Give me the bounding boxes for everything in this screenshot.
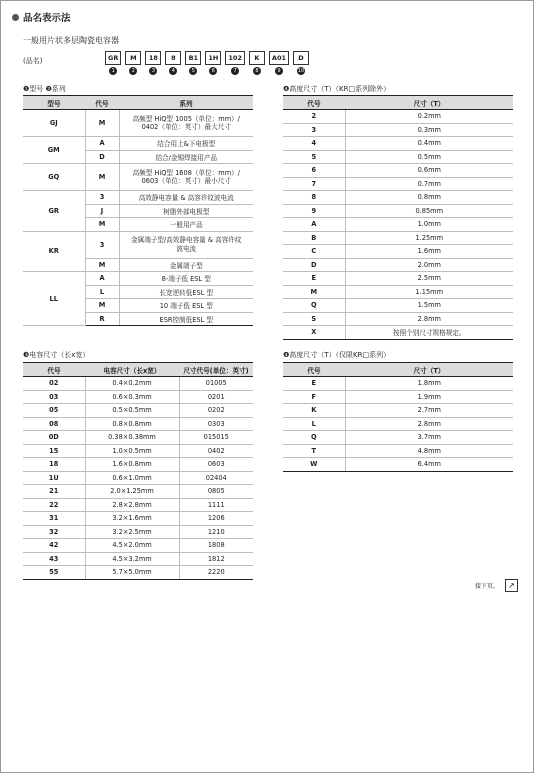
code-cell: 5 [283, 150, 345, 164]
code-cell: E [283, 377, 345, 391]
size-cell: 0.8×0.8mm [85, 417, 179, 431]
code-cell: 15 [23, 444, 85, 458]
size-table [23, 362, 253, 580]
code-cell: 3 [85, 231, 119, 258]
height-table [283, 95, 513, 340]
size-cell: 4.5×2.0mm [85, 539, 179, 553]
code-cell: 02 [23, 377, 85, 391]
code-cell: J [85, 204, 119, 218]
code-cell: L [283, 417, 345, 431]
next-page-text: 接下页。 [475, 583, 500, 590]
table-row [23, 525, 253, 539]
code-box: A01 [269, 51, 289, 65]
code-item [125, 51, 141, 75]
table-row [283, 150, 513, 164]
size-cell: 1.0×0.5mm [85, 444, 179, 458]
code-cell: 42 [23, 539, 85, 553]
table-row [23, 471, 253, 485]
code-cell: 6 [283, 164, 345, 178]
code-cell: 8 [283, 191, 345, 205]
col-header: 代号 [283, 96, 345, 110]
table-row [283, 312, 513, 326]
col-header: 代号 [85, 96, 119, 110]
code-cell: R [85, 312, 119, 326]
model-cell: GM [23, 137, 85, 164]
inch-size-cell: 015015 [179, 431, 253, 445]
inch-size-cell: 0202 [179, 404, 253, 418]
table-row [23, 485, 253, 499]
height-cell: 2.0mm [345, 258, 513, 272]
table-row [283, 458, 513, 472]
code-cell: M [85, 258, 119, 272]
height-heading: ❹高度尺寸（T）（KR□系列除外） [283, 85, 391, 93]
subtitle: 一般用片状多层陶瓷电容器 [23, 36, 119, 45]
code-cell: 21 [23, 485, 85, 499]
table-row [23, 110, 253, 137]
series-cell: 高频型 HiQ型 1005（单位：mm）/ 0402（单位：英寸）最大尺寸 [119, 110, 253, 137]
code-cell: M [85, 299, 119, 313]
height-cell: 6.4mm [345, 458, 513, 472]
inch-size-cell: 1808 [179, 539, 253, 553]
table-row [23, 164, 253, 191]
code-item [269, 51, 289, 75]
height-kr-table [283, 362, 513, 472]
table-row [283, 204, 513, 218]
table-row [23, 431, 253, 445]
height-cell: 0.85mm [345, 204, 513, 218]
code-cell: 03 [23, 390, 85, 404]
code-cell: W [283, 458, 345, 472]
code-number-badge: 7 [231, 67, 239, 75]
series-cell: 结合用上&下电极型 [119, 137, 253, 151]
height-cell: 1.5mm [345, 299, 513, 313]
inch-size-cell: 1206 [179, 512, 253, 526]
table-row [23, 191, 253, 205]
code-cell: D [283, 258, 345, 272]
inch-size-cell: 1812 [179, 552, 253, 566]
code-cell: M [283, 285, 345, 299]
size-cell: 0.6×1.0mm [85, 471, 179, 485]
code-cell: A [85, 137, 119, 151]
table-row [283, 177, 513, 191]
bullet-icon [12, 14, 19, 21]
col-header: 代号 [23, 363, 85, 377]
code-item [205, 51, 221, 75]
height-cell: 1.9mm [345, 390, 513, 404]
code-cell: 08 [23, 417, 85, 431]
height-cell: 3.7mm [345, 431, 513, 445]
table-row [23, 566, 253, 580]
code-cell: 3 [283, 123, 345, 137]
col-header: 尺寸（T） [345, 363, 513, 377]
series-cell: 8-端子低 ESL 型 [119, 272, 253, 286]
col-header: 电容尺寸（长x宽） [85, 363, 179, 377]
part-number-label: (品名) [23, 57, 43, 65]
size-cell: 0.6×0.3mm [85, 390, 179, 404]
code-cell: F [283, 390, 345, 404]
code-cell: E [283, 272, 345, 286]
code-box: 8 [165, 51, 181, 65]
height-cell: 4.8mm [345, 444, 513, 458]
size-cell: 0.4×0.2mm [85, 377, 179, 391]
table-row [23, 404, 253, 418]
code-cell: T [283, 444, 345, 458]
series-cell: 长宽逆转低ESL 型 [119, 285, 253, 299]
table-row [283, 245, 513, 259]
code-cell: 2 [283, 110, 345, 124]
height-cell: 1.25mm [345, 231, 513, 245]
table-row [283, 218, 513, 232]
table-row [283, 123, 513, 137]
col-header: 尺寸（T） [345, 96, 513, 110]
code-number-badge: 8 [253, 67, 261, 75]
height-cell: 2.8mm [345, 312, 513, 326]
height-cell: 2.7mm [345, 404, 513, 418]
table-row [23, 512, 253, 526]
height-cell: 0.4mm [345, 137, 513, 151]
table-row [23, 272, 253, 286]
code-item [165, 51, 181, 75]
code-cell: M [85, 110, 119, 137]
size-cell: 2.0×1.25mm [85, 485, 179, 499]
table-row [283, 390, 513, 404]
code-cell: 32 [23, 525, 85, 539]
height-kr-heading: ❹高度尺寸（T）（仅限KR□系列） [283, 351, 391, 359]
height-cell: 1.15mm [345, 285, 513, 299]
inch-size-cell: 0805 [179, 485, 253, 499]
code-cell: 22 [23, 498, 85, 512]
height-cell: 0.5mm [345, 150, 513, 164]
series-cell: 一般用产品 [119, 218, 253, 232]
height-cell: 0.8mm [345, 191, 513, 205]
code-cell: K [283, 404, 345, 418]
table-row [283, 299, 513, 313]
code-cell: A [283, 218, 345, 232]
inch-size-cell: 0303 [179, 417, 253, 431]
code-cell: 31 [23, 512, 85, 526]
code-item [225, 51, 245, 75]
code-number-badge: 4 [169, 67, 177, 75]
page-title [12, 10, 71, 24]
table-row [23, 231, 253, 258]
part-number-codes [105, 51, 309, 75]
table-row [283, 326, 513, 340]
height-cell: 0.2mm [345, 110, 513, 124]
size-cell: 3.2×1.6mm [85, 512, 179, 526]
title-text: 品名表示法 [23, 13, 71, 24]
size-heading: ❸电容尺寸（长x宽） [23, 351, 90, 359]
size-cell: 5.7×5.0mm [85, 566, 179, 580]
code-cell: D [85, 150, 119, 164]
code-number-badge: 9 [275, 67, 283, 75]
table-row [283, 417, 513, 431]
table-row [283, 191, 513, 205]
code-box: M [125, 51, 141, 65]
size-cell: 0.5×0.5mm [85, 404, 179, 418]
code-number-badge: 3 [149, 67, 157, 75]
height-cell: 2.8mm [345, 417, 513, 431]
table-row [23, 458, 253, 472]
type-series-heading: ❶型号 ❷系列 [23, 85, 66, 93]
inch-size-cell: 1210 [179, 525, 253, 539]
size-cell: 4.5×3.2mm [85, 552, 179, 566]
inch-size-cell: 0201 [179, 390, 253, 404]
code-cell: S [283, 312, 345, 326]
height-cell: 1.8mm [345, 377, 513, 391]
code-number-badge: 2 [129, 67, 137, 75]
inch-size-cell: 01005 [179, 377, 253, 391]
table-row [283, 444, 513, 458]
model-cell: GQ [23, 164, 85, 191]
code-box: 102 [225, 51, 245, 65]
code-cell: 9 [283, 204, 345, 218]
code-item [293, 51, 309, 75]
inch-size-cell: 1111 [179, 498, 253, 512]
model-cell: LL [23, 272, 85, 326]
code-box: K [249, 51, 265, 65]
code-cell: C [283, 245, 345, 259]
height-cell: 1.0mm [345, 218, 513, 232]
table-row [283, 164, 513, 178]
code-cell: 43 [23, 552, 85, 566]
size-cell: 3.2×2.5mm [85, 525, 179, 539]
code-number-badge: 10 [297, 68, 305, 74]
code-cell: 55 [23, 566, 85, 580]
table-row [23, 444, 253, 458]
code-box: 18 [145, 51, 161, 65]
table-row [23, 552, 253, 566]
height-cell: 按照个别尺寸规格规定。 [345, 326, 513, 340]
inch-size-cell: 0402 [179, 444, 253, 458]
code-cell: M [85, 218, 119, 232]
height-cell: 2.5mm [345, 272, 513, 286]
table-row [283, 285, 513, 299]
code-number-badge: 5 [189, 67, 197, 75]
code-item [249, 51, 265, 75]
series-cell: 结合/金锡焊接用产品 [119, 150, 253, 164]
table-row [283, 258, 513, 272]
arrow-up-right-icon[interactable]: ↗ [505, 579, 518, 592]
col-header: 代号 [283, 363, 345, 377]
height-cell: 0.6mm [345, 164, 513, 178]
code-number-badge: 6 [209, 67, 217, 75]
model-cell: GJ [23, 110, 85, 137]
code-number-badge: 1 [109, 67, 117, 75]
col-header: 尺寸代号(单位：英寸) [179, 363, 253, 377]
code-box: GR [105, 51, 121, 65]
type-series-table [23, 95, 253, 326]
code-cell: Q [283, 431, 345, 445]
height-cell: 1.6mm [345, 245, 513, 259]
series-cell: 金属端子型 [119, 258, 253, 272]
code-box: D [293, 51, 309, 65]
code-cell: 05 [23, 404, 85, 418]
series-cell: 树脂外部电极型 [119, 204, 253, 218]
code-cell: 1U [23, 471, 85, 485]
table-row [23, 539, 253, 553]
code-cell: B [283, 231, 345, 245]
code-cell: 18 [23, 458, 85, 472]
table-row [23, 390, 253, 404]
series-cell: 10 端子低 ESL 型 [119, 299, 253, 313]
col-header: 系列 [119, 96, 253, 110]
code-cell: 4 [283, 137, 345, 151]
code-cell: X [283, 326, 345, 340]
code-cell: M [85, 164, 119, 191]
code-box: 1H [205, 51, 221, 65]
size-cell: 0.38×0.38mm [85, 431, 179, 445]
series-cell: 高频型 HiQ型 1608（单位：mm）/ 0603（单位：英寸）最小尺寸 [119, 164, 253, 191]
code-cell: 3 [85, 191, 119, 205]
inch-size-cell: 0603 [179, 458, 253, 472]
height-cell: 0.3mm [345, 123, 513, 137]
inch-size-cell: 02404 [179, 471, 253, 485]
series-cell: 高效静电容量 & 高容许纹波电流 [119, 191, 253, 205]
table-row [23, 498, 253, 512]
model-cell: GR [23, 191, 85, 232]
code-item [145, 51, 161, 75]
table-row [23, 137, 253, 151]
inch-size-cell: 2220 [179, 566, 253, 580]
code-cell: A [85, 272, 119, 286]
code-item [185, 51, 201, 75]
table-row [23, 377, 253, 391]
next-page [475, 579, 518, 592]
table-row [283, 431, 513, 445]
table-row [283, 404, 513, 418]
table-row [283, 272, 513, 286]
table-row [23, 417, 253, 431]
series-cell: 金属端子型/高效静电容量 & 高容许纹波电流 [119, 231, 253, 258]
table-row [283, 110, 513, 124]
code-item [105, 51, 121, 75]
code-cell: 0D [23, 431, 85, 445]
series-cell: ESR控制低ESL 型 [119, 312, 253, 326]
size-cell: 2.8×2.8mm [85, 498, 179, 512]
code-cell: Q [283, 299, 345, 313]
table-row [283, 137, 513, 151]
code-box: B1 [185, 51, 201, 65]
code-cell: L [85, 285, 119, 299]
height-cell: 0.7mm [345, 177, 513, 191]
code-cell: 7 [283, 177, 345, 191]
col-header: 型号 [23, 96, 85, 110]
size-cell: 1.6×0.8mm [85, 458, 179, 472]
model-cell: KR [23, 231, 85, 272]
table-row [283, 231, 513, 245]
table-row [283, 377, 513, 391]
